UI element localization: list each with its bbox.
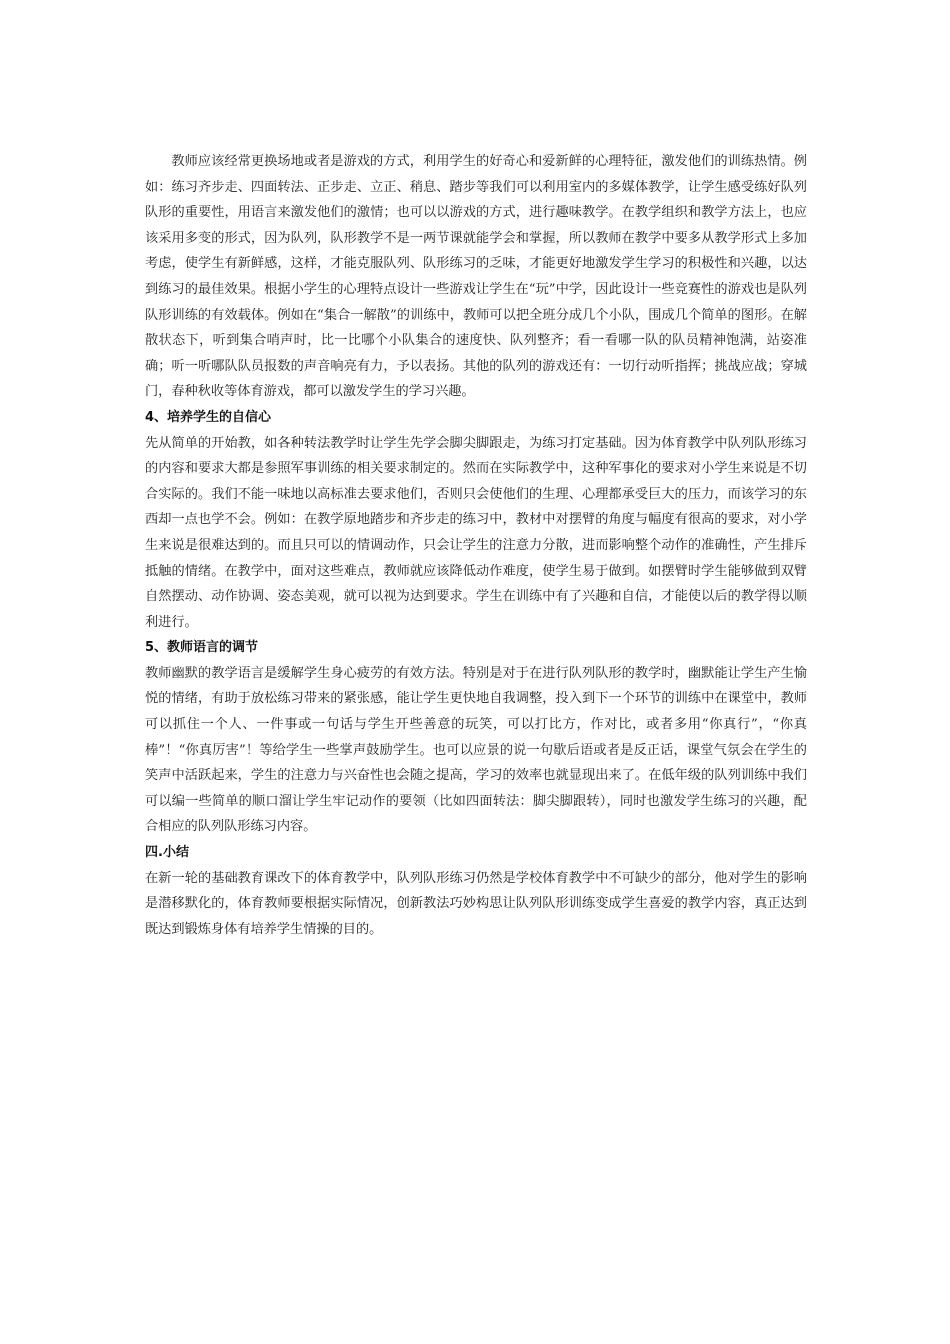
document-body	[145, 149, 807, 942]
section-heading-confidence: 4、培养学生的自信心	[145, 409, 272, 425]
paragraph-language: 教师幽默的教学语言是缓解学生身心疲劳的有效方法。特别是对于在进行队列队形的教学时，幽默能让学生产生愉悦的情绪，有助于放松练习带来的紧张感，能让学生更快地自我调整，投入到下一个环节的训练中在课堂中，教师可以抓住一个人、一件事或一句话与学生开些善意的玩笑，可以打比方，作对比，或者多用“你真行”，“你真棒”！“你真厉害”！等给学生一些掌声鼓励学生。也可以应景的说一句歇后语或者是反正话，课堂气氛会在学生的笑声中活跃起来，学生的注意力与兴奋性也会随之提高，学习的效率也就显现出来了。在低年级的队列训练中我们可以编一些简单的顺口溜让学生牢记动作的要领（比如四面转法：脚尖脚跟转），同时也激发学生练习的兴趣，配合相应的队列队形练习内容。	[145, 665, 807, 835]
paragraph-confidence: 先从简单的开始教，如各种转法教学时让学生先学会脚尖脚跟走，为练习打定基础。因为体育教学中队列队形练习的内容和要求大都是参照军事训练的相关要求制定的。然而在实际教学中，这种军事化的要求对小学生来说是不切合实际的。我们不能一味地以高标准去要求他们，否则只会使他们的生理、心理都承受巨大的压力，而该学习的东西却一点也学不会。例如：在教学原地踏步和齐步走的练习中，教材中对摆臂的角度与幅度有很高的要求，对小学生来说是很难达到的。而且只可以的情调动作，只会让学生的注意力分散，进而影响整个动作的准确性，产生排斥抵触的情绪。在教学中，面对这些难点，教师就应该降低动作难度，使学生易于做到。如摆臂时学生能够做到双臂自然摆动、动作协调、姿态美观，就可以视为达到要求。学生在训练中有了兴趣和自信，才能使以后的教学得以顺利进行。	[145, 435, 807, 630]
section-heading-summary: 四.小结	[145, 845, 189, 861]
paragraph-summary: 在新一轮的基础教育课改下的体育教学中，队列队形练习仍然是学校体育教学中不可缺少的部分，他对学生的影响是潜移默化的，体育教师要根据实际情况，创新教法巧妙构思让队列队形训练变成学生喜爱的教学内容，真正达到既达到锻炼身体有培养学生情操的目的。	[145, 870, 807, 937]
paragraph-teaching-methods: 教师应该经常更换场地或者是游戏的方式，利用学生的好奇心和爱新鲜的心理特征，激发他们的训练热情。例如：练习齐步走、四面转法、正步走、立正、稍息、踏步等我们可以利用室内的多媒体教学，让学生感受练好队列队形的重要性，用语言来激发他们的激情；也可以以游戏的方式，进行趣味教学。在教学组织和教学方法上，也应该采用多变的形式，因为队列，队形教学不是一两节课就能学会和掌握，所以教师在教学中要多从教学形式上多加考虑，使学生有新鲜感，这样，才能克服队列、队形练习的乏味，才能更好地激发学生学习的积极性和兴趣，以达到练习的最佳效果。根据小学生的心理特点设计一些游戏让学生在“玩”中学，因此设计一些竞赛性的游戏也是队列队形训练的有效载体。例如在“集合一解散”的训练中，教师可以把全班分成几个小队，围成几个简单的图形。在解散状态下，听到集合哨声时，比一比哪个小队集合的速度快、队列整齐；看一看哪一队的队员精神饱满，站姿准确；听一听哪队队员报数的声音响亮有力，予以表扬。其他的队列的游戏还有：一切行动听指挥；挑战应战；穿城门，春种秋收等体育游戏，都可以激发学生的学习兴趣。	[145, 154, 807, 400]
section-heading-language: 5、教师语言的调节	[145, 640, 259, 656]
